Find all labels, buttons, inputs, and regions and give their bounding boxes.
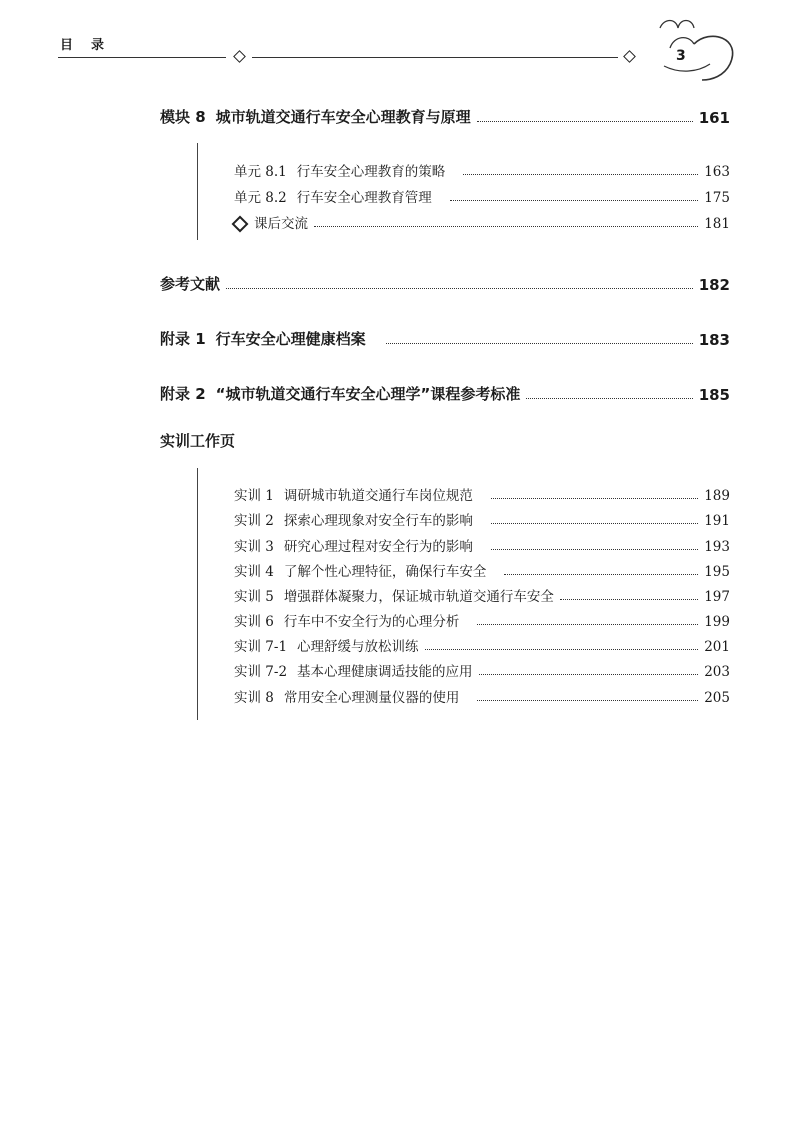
leader-dots	[386, 343, 693, 344]
entry-title: 基本心理健康调适技能的应用	[297, 664, 473, 680]
leader-dots	[560, 599, 698, 600]
leader-dots	[477, 700, 698, 701]
leader-dots	[463, 174, 698, 175]
entry-prefix: 实训 2	[234, 513, 274, 529]
toc-entry-module-8[interactable]	[160, 106, 730, 127]
toc-entry-references[interactable]	[160, 273, 730, 294]
entry-prefix: 单元 8.1	[234, 164, 287, 180]
entry-page: 185	[698, 386, 730, 404]
diamond-icon	[623, 50, 636, 63]
entry-page: 189	[704, 488, 730, 504]
entry-page: 175	[704, 190, 730, 206]
section-bracket-line	[197, 143, 198, 240]
entry-prefix: 单元 8.2	[234, 190, 287, 206]
entry-page: 203	[704, 664, 730, 680]
entry-page: 181	[704, 216, 730, 232]
entry-title: 行车安全心理教育的策略	[296, 164, 446, 180]
page-header	[0, 0, 790, 90]
header-rule-middle	[252, 57, 618, 58]
entry-title: 常用安全心理测量仪器的使用	[283, 690, 460, 706]
toc-entry-training[interactable]	[234, 509, 730, 529]
entry-prefix: 模块 8	[160, 108, 206, 126]
entry-page: 191	[704, 513, 730, 529]
entry-title: 行车中不安全行为的心理分析	[283, 614, 460, 630]
leader-dots	[491, 549, 698, 550]
entry-page: 205	[704, 690, 730, 706]
leader-dots	[477, 624, 698, 625]
toc-entry-training[interactable]	[234, 660, 730, 680]
entry-prefix: 实训 3	[234, 539, 274, 555]
entry-page: 193	[704, 539, 730, 555]
entry-prefix: 实训 7-2	[234, 664, 288, 680]
entry-title: 行车安全心理教育管理	[296, 190, 432, 206]
entry-page: 195	[704, 564, 730, 580]
diamond-bullet-icon	[232, 215, 249, 232]
leader-dots	[314, 226, 698, 227]
toc-entry-training[interactable]	[234, 635, 730, 655]
leader-dots	[491, 523, 698, 524]
entry-page: 197	[704, 589, 730, 605]
toc-entry-training[interactable]	[234, 610, 730, 630]
entry-prefix: 实训 4	[234, 564, 274, 580]
page-number: 3	[676, 48, 686, 64]
toc-entry-appendix-1[interactable]	[160, 328, 730, 349]
heart-swirl-icon	[650, 8, 750, 88]
leader-dots	[226, 288, 693, 289]
entry-page: 182	[698, 276, 730, 294]
section-bracket-line	[197, 468, 198, 720]
entry-prefix: 实训 8	[234, 690, 274, 706]
header-rule-left	[58, 57, 226, 58]
entry-title: “城市轨道交通行车安全心理学”课程参考标准	[215, 385, 521, 403]
entry-title: 调研城市轨道交通行车岗位规范	[283, 488, 473, 504]
entry-prefix: 实训 5	[234, 589, 274, 605]
entry-page: 199	[704, 614, 730, 630]
leader-dots	[526, 398, 692, 399]
toc-entry-training[interactable]	[234, 484, 730, 504]
entry-page: 201	[704, 639, 730, 655]
toc-entry-training[interactable]	[234, 535, 730, 555]
entry-title: 参考文献	[160, 275, 221, 293]
toc-entry-appendix-2[interactable]	[160, 383, 730, 404]
toc-entry-training[interactable]	[234, 560, 730, 580]
toc-entry-unit-8-1[interactable]	[234, 160, 730, 180]
entry-title: 了解个性心理特征，确保行车安全	[283, 564, 487, 580]
toc-entry-training[interactable]	[234, 585, 730, 605]
toc-entry-after-class[interactable]	[230, 212, 730, 232]
leader-dots	[491, 498, 698, 499]
entry-prefix: 附录 1	[160, 330, 206, 348]
entry-title: 探索心理现象对安全行车的影响	[283, 513, 473, 529]
page-number-badge	[650, 8, 750, 88]
leader-dots	[477, 121, 693, 122]
toc-entry-unit-8-2[interactable]	[234, 186, 730, 206]
entry-title: 课后交流	[254, 216, 308, 232]
entry-page: 161	[698, 109, 730, 127]
entry-title: 研究心理过程对安全行为的影响	[283, 539, 473, 555]
entry-prefix: 实训 6	[234, 614, 274, 630]
leader-dots	[450, 200, 698, 201]
toc-entry-training[interactable]	[234, 686, 730, 706]
entry-page: 183	[698, 331, 730, 349]
entry-prefix: 实训 7-1	[234, 639, 288, 655]
header-title: 目录	[60, 38, 123, 53]
diamond-icon	[233, 50, 246, 63]
entry-prefix: 实训 1	[234, 488, 274, 504]
leader-dots	[504, 574, 698, 575]
entry-title: 心理舒缓与放松训练	[297, 639, 419, 655]
training-heading: 实训工作页	[160, 432, 236, 450]
entry-page: 163	[704, 164, 730, 180]
entry-title: 增强群体凝聚力，保证城市轨道交通行车安全	[283, 589, 554, 605]
entry-title: 城市轨道交通行车安全心理教育与原理	[215, 108, 471, 126]
entry-title: 行车安全心理健康档案	[215, 330, 366, 348]
leader-dots	[425, 649, 699, 650]
leader-dots	[479, 674, 699, 675]
entry-prefix: 附录 2	[160, 385, 206, 403]
